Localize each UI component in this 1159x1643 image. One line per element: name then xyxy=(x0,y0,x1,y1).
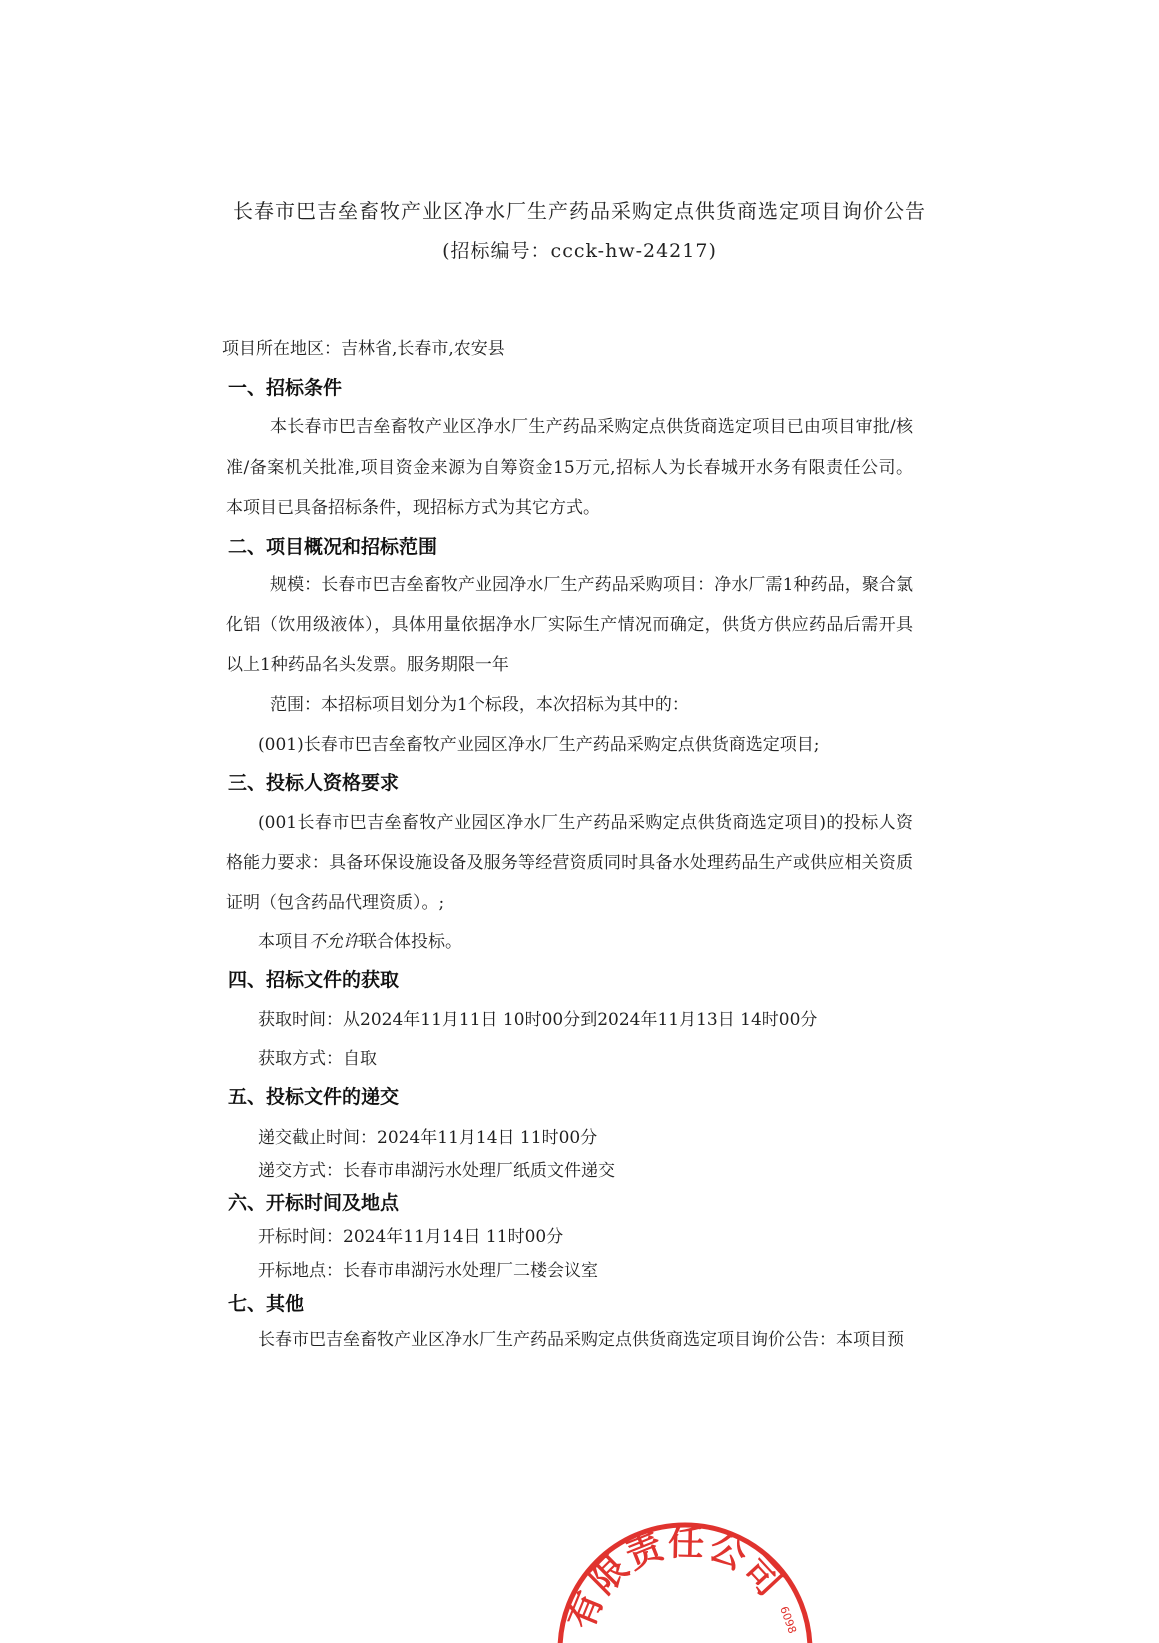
section-3-line-1: (001长春市巴吉垒畜牧产业园区净水厂生产药品采购定点供货商选定项目)的投标人资 xyxy=(258,813,913,833)
seal-text: 有限责任公司 xyxy=(560,1522,791,1636)
seal-code: 6098 xyxy=(777,1604,799,1636)
section-2-line-3: 以上1种药品名头发票。服务期限一年 xyxy=(226,655,509,675)
section-heading-1: 一、招标条件 xyxy=(228,377,343,399)
seal-graphic xyxy=(555,1500,815,1643)
consortium-emphasis: 不允许 xyxy=(309,932,360,952)
section-2-line-4: 范围：本招标项目划分为1个标段，本次招标为其中的： xyxy=(270,695,689,715)
section-2-line-1: 规模：长春市巴吉垒畜牧产业园净水厂生产药品采购项目：净水厂需1种药品，聚合氯 xyxy=(270,575,913,595)
section-2-line-2: 化铝（饮用级液体），具体用量依据净水厂实际生产情况而确定，供货方供应药品后需开具 xyxy=(226,615,913,635)
section-4-line-1: 获取时间：从2024年11月11日 10时00分到2024年11月13日 14时00分 xyxy=(258,1010,818,1030)
section-1-line-1: 本长春市巴吉垒畜牧产业区净水厂生产药品采购定点供货商选定项目已由项目审批/核 xyxy=(270,417,913,437)
section-2-line-5: (001)长春市巴吉垒畜牧产业园区净水厂生产药品采购定点供货商选定项目; xyxy=(258,735,820,755)
section-heading-3: 三、投标人资格要求 xyxy=(228,772,400,794)
company-seal xyxy=(555,1500,815,1643)
section-heading-2: 二、项目概况和招标范围 xyxy=(228,536,438,558)
section-4-line-2: 获取方式：自取 xyxy=(258,1049,377,1069)
section-3-consortium xyxy=(258,927,959,952)
section-3-line-3: 证明（包含药品代理资质）。; xyxy=(226,893,445,913)
section-3-line-2: 格能力要求：具备环保设施设备及服务等经营资质同时具备水处理药品生产或供应相关资质 xyxy=(226,853,913,873)
section-heading-5: 五、投标文件的递交 xyxy=(228,1086,400,1108)
section-5-line-1: 递交截止时间：2024年11月14日 11时00分 xyxy=(258,1128,598,1148)
consortium-prefix: 本项目 xyxy=(258,932,309,952)
consortium-suffix: 联合体投标。 xyxy=(360,932,462,952)
section-heading-6: 六、开标时间及地点 xyxy=(228,1192,400,1214)
document-title: 长春市巴吉垒畜牧产业区净水厂生产药品采购定点供货商选定项目询价公告 xyxy=(233,199,926,223)
project-region: 项目所在地区：吉林省,长春市,农安县 xyxy=(222,339,505,359)
section-heading-4: 四、招标文件的获取 xyxy=(228,969,400,991)
section-6-line-1: 开标时间：2024年11月14日 11时00分 xyxy=(258,1227,564,1247)
document-subtitle: (招标编号：ccck-hw-24217) xyxy=(442,240,717,262)
section-1-line-3: 本项目已具备招标条件，现招标方式为其它方式。 xyxy=(226,498,600,518)
section-6-line-2: 开标地点：长春市串湖污水处理厂二楼会议室 xyxy=(258,1261,598,1281)
section-5-line-2: 递交方式：长春市串湖污水处理厂纸质文件递交 xyxy=(258,1161,615,1181)
section-7-line-1: 长春市巴吉垒畜牧产业区净水厂生产药品采购定点供货商选定项目询价公告：本项目预 xyxy=(258,1330,904,1350)
section-1-line-2: 准/备案机关批准,项目资金来源为自筹资金15万元,招标人为长春城开水务有限责任公司。 xyxy=(226,458,913,478)
section-heading-7: 七、其他 xyxy=(228,1293,305,1315)
